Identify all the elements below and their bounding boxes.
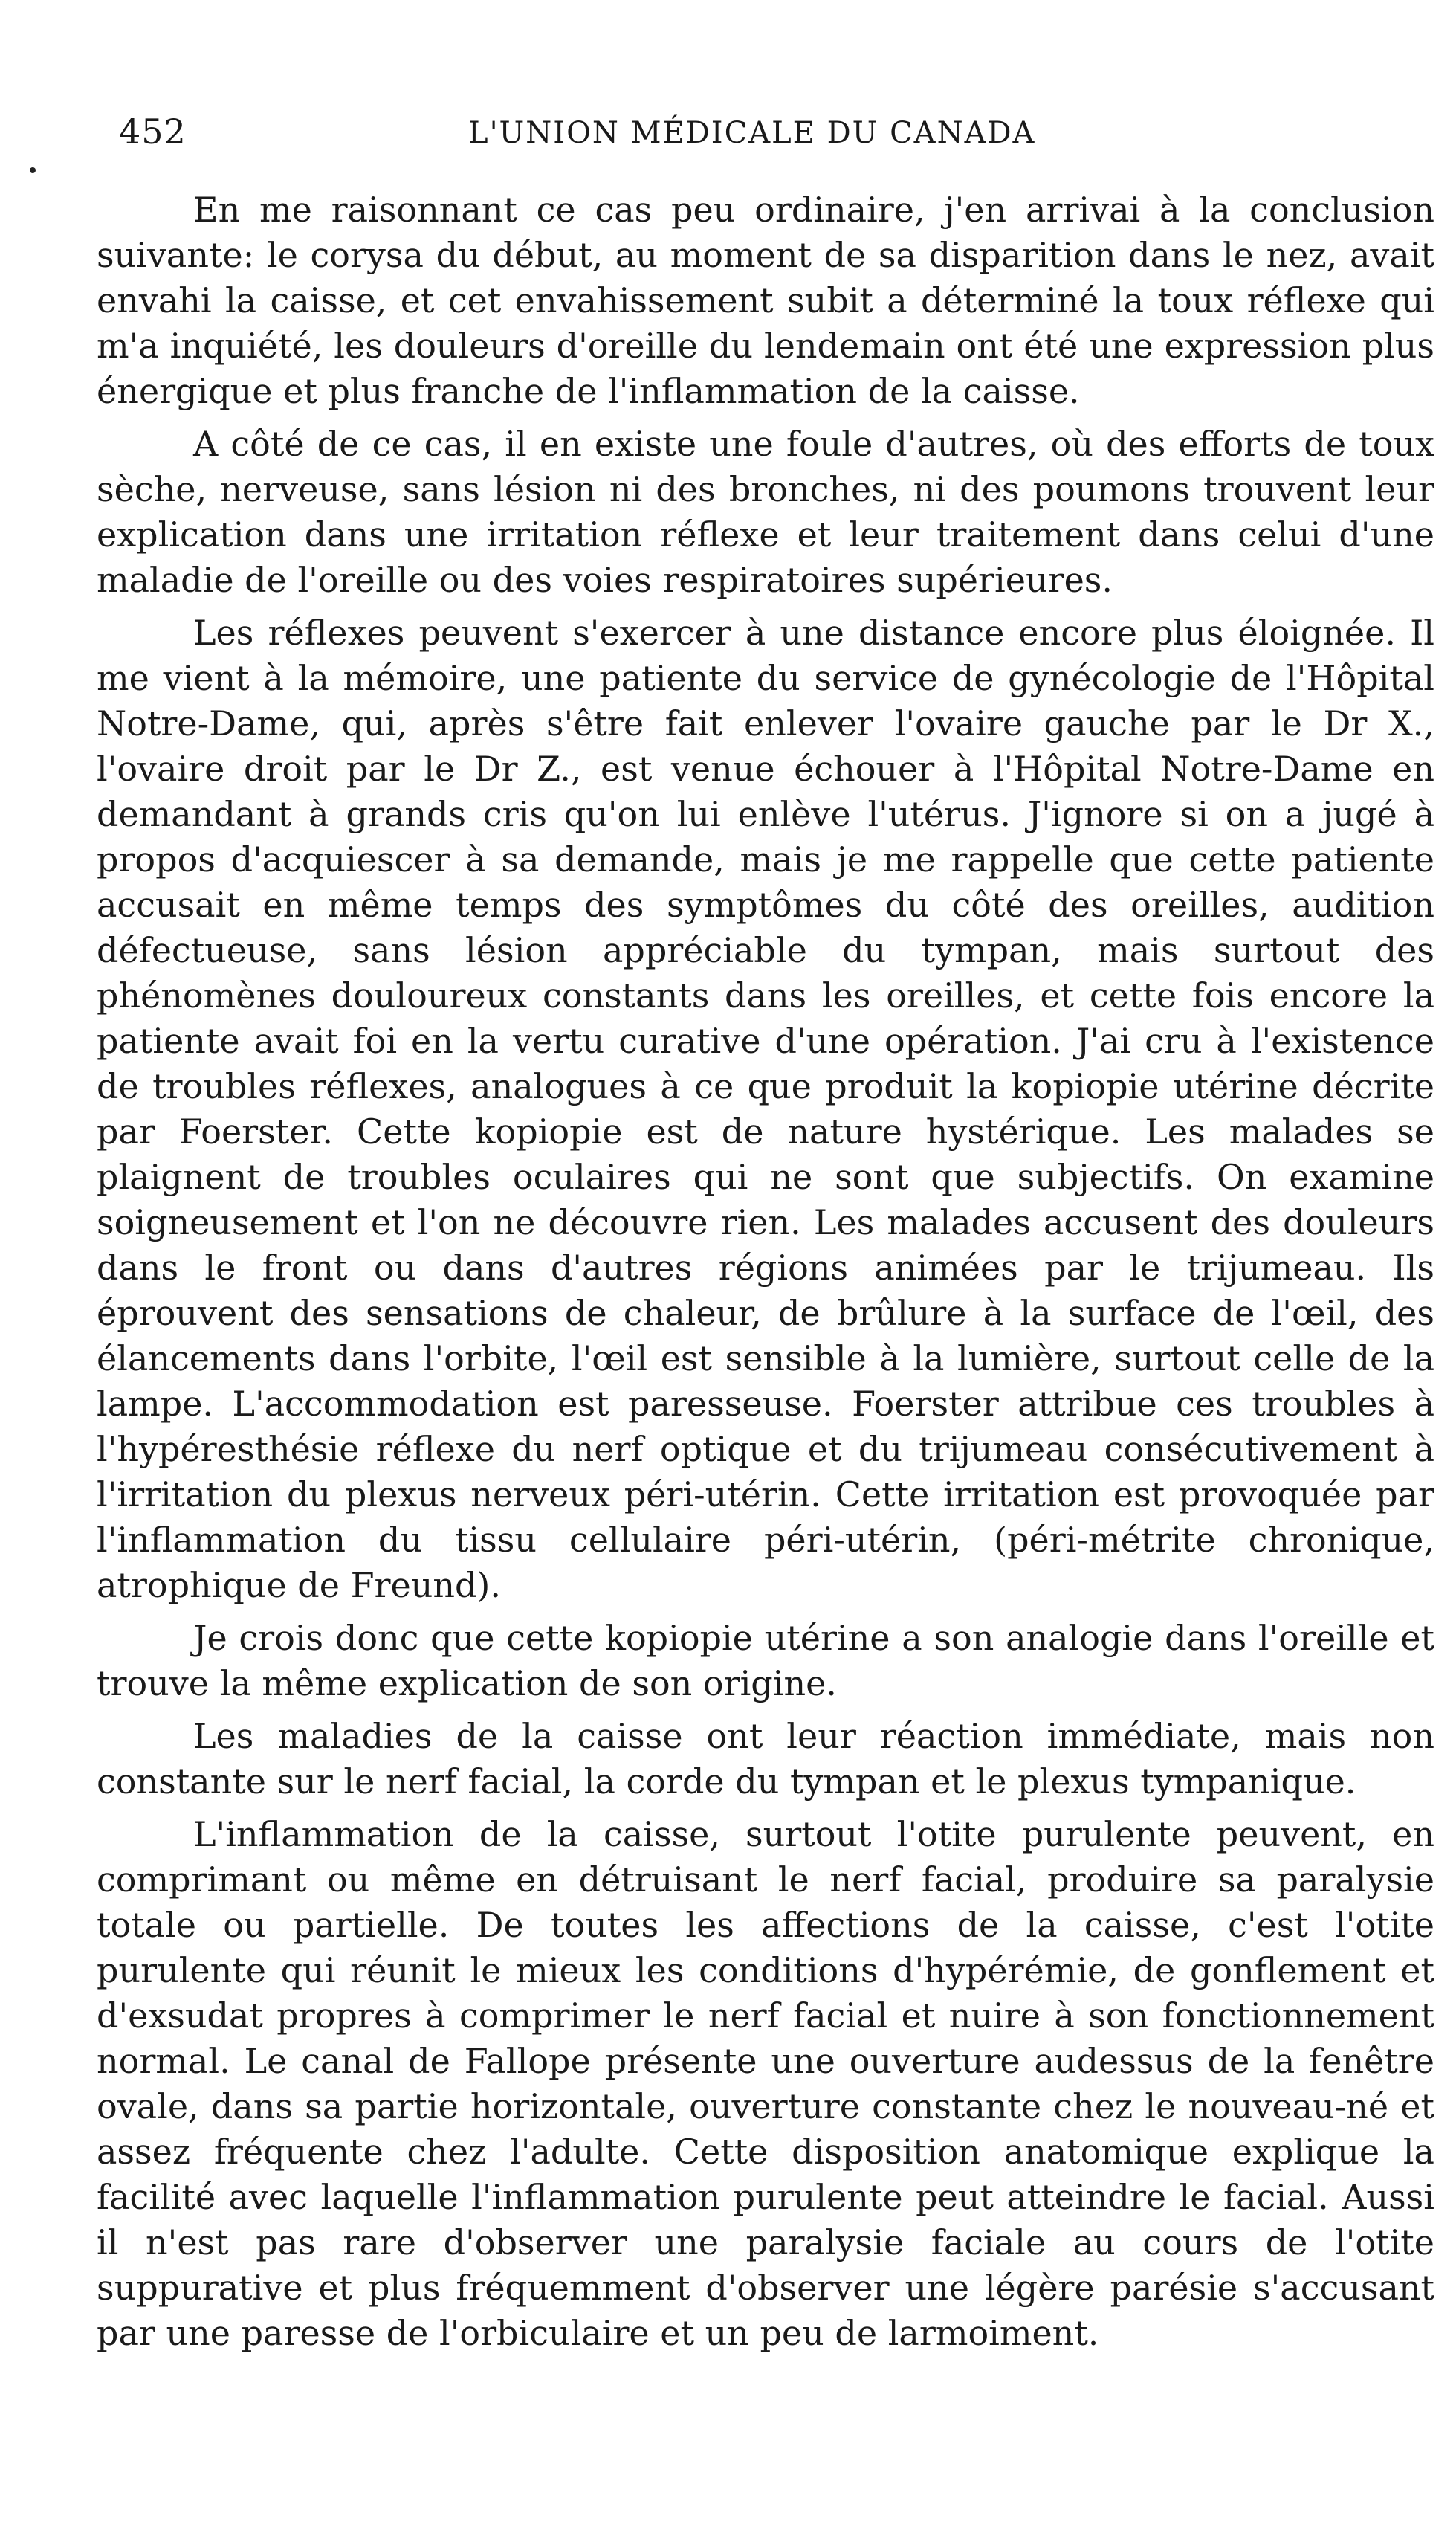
paragraph: Les réflexes peuvent s'exercer à une distance encore plus éloignée. Il me vient à la mémoire, une patiente du service de gynécologie de l'Hôpital Notre-Dame, qui, après s'être fait enlever l'ovaire gauche par le Dr X., l'ovaire droit par le Dr Z., est venue échouer à l'Hôpital Notre-Dame en demandant à grands cris qu'on lui enlève l'utérus. J'ignore si on a jugé à propos d'acquiescer à sa demande, mais je me rappelle que cette patiente accusait en même temps des symptômes du côté des oreilles, audition défectueuse, sans lésion appréciable du tympan, mais surtout des phénomènes douloureux constants dans les oreilles, et cette fois encore la patiente avait foi en la vertu curative d'une opération. J'ai cru à l'existence de troubles réflexes, analogues à ce que produit la kopiopie utérine décrite par Foerster. Cette kopiopie est de nature hystérique. Les malades se plaignent de troubles oculaires qui ne sont que subjectifs. On examine soigneusement et l'on ne découvre rien. Les malades accusent des douleurs dans le front ou dans d'autres régions animées par le trijumeau. Ils éprouvent des sensations de chaleur, de brûlure à la surface de l'œil, des élancements dans l'orbite, l'œil est sensible à la lumière, surtout celle de la lampe. L'accommodation est paresseuse. Foerster attribue ces troubles à l'hypéresthésie réflexe du nerf optique et du trijumeau consécutivement à l'irritation du plexus nerveux péri-utérin. Cette irritation est provoquée par l'inflammation du tissu cellulaire péri-utérin, (péri-métrite chronique, atrophique de Freund). (97, 613, 1434, 1605)
running-head: L'UNION MÉDICALE DU CANADA (468, 116, 1036, 150)
paragraph: Les maladies de la caisse ont leur réaction immédiate, mais non constante sur le nerf facial, la corde du tympan et le plexus tympanique. (97, 1716, 1434, 1801)
paragraph: En me raisonnant ce cas peu ordinaire, j'en arrivai à la conclusion suivante: le corysa du début, au moment de sa disparition dans le nez, avait envahi la caisse, et cet envahissement subit a déterminé la toux réflexe qui m'a inquiété, les douleurs d'oreille du lendemain ont été une expression plus énergique et plus franche de l'inflammation de la caisse. (97, 190, 1434, 411)
body-text (97, 187, 1434, 2364)
paragraph: A côté de ce cas, il en existe une foule d'autres, où des efforts de toux sèche, nerveuse, sans lésion ni des bronches, ni des poumons trouvent leur explication dans une irritation réflexe et leur traitement dans celui d'une maladie de l'oreille ou des voies respiratoires supérieures. (97, 424, 1434, 600)
page-header (119, 112, 1085, 164)
page-number: 452 (119, 112, 187, 152)
paragraph: Je crois donc que cette kopiopie utérine a son analogie dans l'oreille et trouve la même explication de son origine. (97, 1618, 1434, 1703)
paragraph: L'inflammation de la caisse, surtout l'otite purulente peuvent, en comprimant ou même en détruisant le nerf facial, produire sa paralysie totale ou partielle. De toutes les affections de la caisse, c'est l'otite purulente qui réunit le mieux les conditions d'hypérémie, de gonflement et d'exsudat propres à comprimer le nerf facial et nuire à son fonctionnement normal. Le canal de Fallope présente une ouverture audessus de la fenêtre ovale, dans sa partie horizontale, ouverture constante chez le nouveau-né et assez fréquente chez l'adulte. Cette disposition anatomique explique la facilité avec laquelle l'inflammation purulente peut atteindre le facial. Aussi il n'est pas rare d'observer une paralysie faciale au cours de l'otite suppurative et plus fréquemment d'observer une légère parésie s'accusant par une paresse de l'orbiculaire et un peu de larmoiment. (97, 1814, 1434, 2353)
margin-mark (30, 167, 36, 173)
